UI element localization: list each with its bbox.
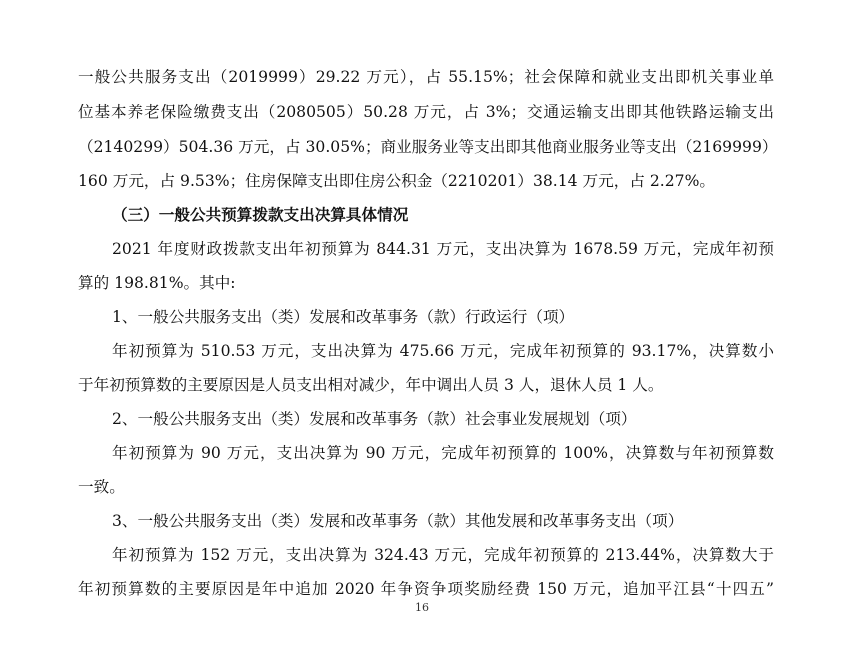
paragraph-line-2: 位基本养老保险缴费支出（2080505）50.28 万元，占 3%；交通运输支出即其他铁路运输支出	[78, 103, 774, 121]
paragraph-line-9: 年初预算为 510.53 万元，支出决算为 475.66 万元，完成年初预算的 93.17%，决算数小	[112, 342, 774, 360]
paragraph-line-6: 2021 年度财政拨款支出年初预算为 844.31 万元，支出决算为 1678.59 万元，完成年初预	[112, 240, 774, 258]
item-heading-1: 1、一般公共服务支出（类）发展和改革事务（款）行政运行（项）	[112, 308, 575, 326]
paragraph-line-12: 年初预算为 90 万元，支出决算为 90 万元，完成年初预算的 100%，决算数与年初预算数	[112, 444, 774, 462]
paragraph-line-15: 年初预算为 152 万元，支出决算为 324.43 万元，完成年初预算的 213.44%，决算数大于	[112, 546, 774, 564]
paragraph-line-16: 年初预算数的主要原因是年中追加 2020 年争资争项奖励经费 150 万元，追加平江县“十四五”	[78, 580, 774, 598]
item-heading-3: 3、一般公共服务支出（类）发展和改革事务（款）其他发展和改革事务支出（项）	[112, 512, 684, 530]
paragraph-line-10: 于年初预算数的主要原因是人员支出相对减少，年中调出人员 3 人，退休人员 1 人。	[78, 376, 664, 394]
paragraph-line-3: （2140299）504.36 万元，占 30.05%；商业服务业等支出即其他商业服务业等支出（2169999）	[78, 138, 778, 156]
paragraph-line-1: 一般公共服务支出（2019999）29.22 万元），占 55.15%；社会保障和就业支出即机关事业单	[78, 68, 774, 86]
paragraph-line-13: 一致。	[78, 478, 125, 496]
section-heading: （三）一般公共预算拨款支出决算具体情况	[112, 205, 409, 224]
item-heading-2: 2、一般公共服务支出（类）发展和改革事务（款）社会事业发展规划（项）	[112, 410, 637, 428]
page-number: 16	[415, 601, 429, 614]
paragraph-line-4: 160 万元，占 9.53%；住房保障支出即住房公积金（2210201）38.14 万元，占 2.27%。	[78, 172, 716, 190]
paragraph-line-7: 算的 198.81%。其中:	[78, 274, 236, 292]
